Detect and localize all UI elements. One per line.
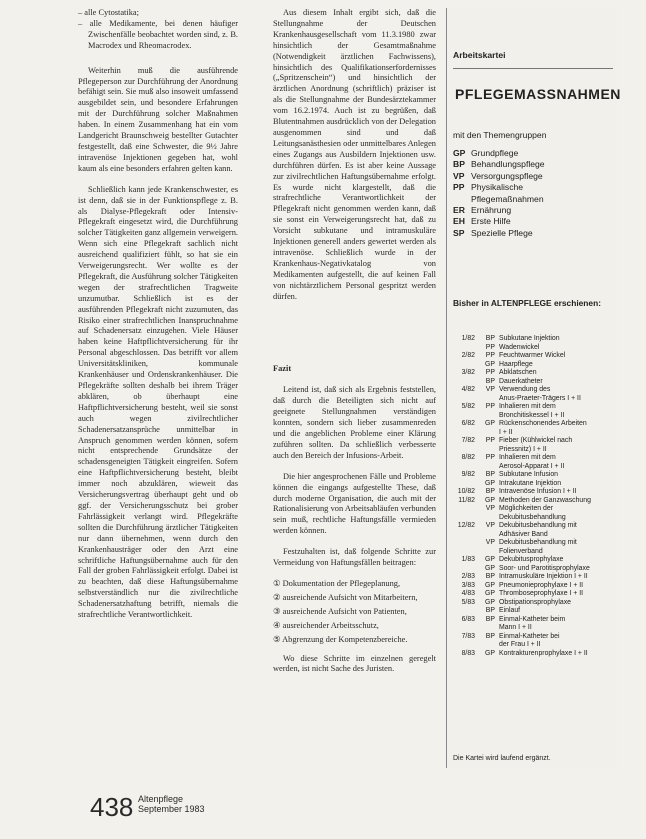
magazine-name: Altenpflege [138,794,184,804]
previously-published-heading: Bisher in ALTENPFLEGE erschienen: [453,298,601,308]
issue-title: Priessnitz) I + II [499,445,547,453]
issue-title: Einmal-Katheter bei [499,632,560,640]
issue-row [453,514,615,523]
issue-row [453,378,615,387]
box-subtitle: mit den Themengruppen [453,130,547,140]
issue-issue [453,395,475,404]
issue-row [453,335,615,344]
issue-issue: 4/82 [461,386,475,393]
sidebar-box-arbeitskartei [446,8,621,768]
topic-code: ER [453,205,465,216]
issue-list [453,335,615,658]
issue-title: Rückenschonendes Arbeiten [499,420,587,427]
issue-code: BP [485,632,495,640]
topic-label: Physikalische [471,182,524,193]
article-column-1 [78,8,238,631]
list-item: ③ ausreichende Aufsicht von Patienten, [273,606,407,616]
issue-title: Möglichkeiten der [499,505,554,512]
issue-code [475,412,495,421]
issue-issue: 10/82 [457,488,475,495]
list-item: – alle Medikamente, bei denen häufiger Zwischenfälle beobachtet worden sind, z. B. Macrodex und Rheomacrodex. [78,18,238,50]
issue-row [453,429,615,438]
issue-issue: 3/83 [461,581,475,589]
issue-title: Thromboseprophylaxe I + II [499,590,584,597]
issue-row [453,505,615,514]
body-paragraph: Leitend ist, daß sich als Ergebnis feststellen, daß durch die Beteiligten sich nicht auf geeignete Stellungnahmen verständigen konnten, sondern sich lieber zusammenreden und die angeblichen Probleme einer Klärung zuführen sollten. Da schließlich verbesserte auch den Bereich der Infusions-Arbeit. [273,385,436,460]
topic-group-row [453,205,613,216]
issue-issue: 7/83 [461,632,475,640]
issue-code [475,463,495,472]
issue-code: PP [485,403,495,410]
numbered-list [273,579,436,646]
topic-label: Pflegemaßnahmen [471,193,544,204]
issue-issue [453,565,475,574]
issue-title: Intrakutane Injektion [499,479,562,487]
issue-code: VP [485,386,495,393]
issue-issue [453,548,475,557]
issue-code: VP [485,522,495,529]
topic-group-row [453,148,613,159]
issue-title: Dekubitusbehandlung [499,513,566,521]
issue-issue [453,505,475,514]
issue-title: Kontrakturenprophylaxe I + II [499,649,588,657]
issue-row [453,539,615,548]
body-paragraph: Schließlich kann jede Krankenschwester, es ist denn, daß sie in der Funktionspflege z. B. als Dialyse-Pflegekraft oder Intensiv-Pflegekraft eingesetzt wird, die Durchführung solcher Tätigkeiten ganz allgemein verweigern. Wenn sich eine Pflegekraft sachlich nicht ausreichend qualifiziert fühlt, so hat sie ein Verweigerungsrecht. Wer wollte es der Pflegekraft, die Ausführung solcher Tätigkeiten wegen der strafrechtlichen Tragweite unzumutbar. Schließlich ist es der ausführenden Pflegekraft nicht zuzumuten, das Risiko einer strafrechtlichen Inanspruchnahme auf Schadenersatz einzugehen. Viele Häuser haben keine Haftpflichtversicherung für ihr Personal abgeschlossen. Das betrifft vor allem Universitätskliniken, kommunale Krankenhäuser und Ordenskrankenhäuser. Die Pflegekräfte sollten deshalb bei ihrem Träger abklären, ob überhaupt eine Haftpflichtversicherung besteht, weil sie sonst auch wegen zivilrechtlicher Schadenersatzansprüche unmittelbar in Anspruch genommen werden können, sofern nicht entsprechende Grundsätze der schadensgeneigten Tätigkeit eingreifen. Sofern eine Haftpflichtversicherung besteht, bleibt immer noch abzuklären, wieweit das Versicherungsvertrag überhaupt geht und ob ggf. der Versicherungsschutz bei grober Fahrlässigkeit verlangt wird. Pflegekräfte sollten die Durchführung ärztlicher Tätigkeiten nur dann übernehmen, wenn durch den Krankenhausträger oder den Arzt eine schriftliche Haftungsübernahme auch für den Fall der groben Fahrlässigkeit erfolgt. Dabei ist zu beachten, daß diese Haftungsübernahme selbstverständlich nur die zivilrechtliche Schadenersatzhaftung betrifft, niemals die strafrechtliche Verantwortlichkeit. [78,184,238,620]
topic-label: Ernährung [471,205,512,216]
list-item: – alle Cytostatika; [78,8,139,17]
issue-issue [453,344,475,353]
issue-code: VP [485,539,495,546]
issue-row [453,437,615,446]
issue-title: Anus-Praeter-Trägers I + II [499,394,581,402]
issue-title: Fieber (Kühlwickel nach [499,437,573,444]
body-paragraph: Die hier angesprochenen Fälle und Probleme können die eingangs aufgestellte These, daß durch moderne Organisation, die auch mit der Rationalisierung von Arbeitsabläufen verbunden sein muß, rechtliche Haftungsfälle vermieden werden können. [273,471,436,536]
issue-row [453,488,615,497]
topic-label: Grundpflege [471,148,519,158]
issue-title: Subkutane Infusion [499,471,558,478]
article-column-2 [273,8,436,685]
issue-issue: 8/83 [461,649,475,657]
issue-row [453,590,615,599]
issue-issue: 6/83 [461,615,475,623]
issue-title: Inhalieren mit dem [499,403,556,410]
topic-code: EH [453,216,465,227]
issue-issue [453,446,475,455]
issue-code: BP [485,335,495,342]
issue-issue [453,624,475,633]
list-item: ⑤ Abgrenzung der Kompetenzbereiche. [273,634,408,644]
topic-label: Behandlungspflege [471,159,545,170]
issue-issue: 12/82 [457,522,475,529]
issue-title: Intramuskuläre Injektion I + II [499,573,588,580]
issue-issue [453,539,475,548]
issue-title: Aerosol-Apparat I + II [499,462,565,470]
issue-code: GP [485,360,495,368]
issue-row [453,582,615,591]
issue-issue [453,531,475,540]
issue-code: PP [485,437,495,444]
list-item: ④ ausreichender Arbeitsschutz, [273,620,379,630]
issue-issue [453,463,475,472]
magazine-info [138,794,258,814]
issue-issue: 3/82 [461,369,475,376]
topic-label: Versorgungspflege [471,170,543,181]
issue-row [453,454,615,463]
issue-code [475,446,495,455]
issue-title: Mann I + II [499,624,532,631]
issue-code: BP [485,615,495,623]
issue-row [453,386,615,395]
section-heading-fazit: Fazit [273,364,292,374]
topic-group-list [453,148,613,239]
issue-code: BP [485,377,495,385]
issue-title: Einlauf [499,607,521,614]
topic-group-row [453,216,613,227]
issue-row [453,641,615,650]
issue-row [453,531,615,540]
topic-code: VP [453,170,465,181]
issue-title: Dauerkatheter [499,377,543,385]
issue-title: Folienverband [499,547,543,555]
issue-code: PP [485,352,495,359]
topic-group-row [453,228,613,239]
topic-group-row [453,159,613,170]
issue-code: GP [485,581,495,589]
issue-code [475,395,495,404]
issue-title: Inhalieren mit dem [499,454,556,461]
issue-code: BP [485,607,495,614]
body-paragraph: Aus diesem Inhalt ergibt sich, daß die Stellungnahme der Deutschen Krankenhausgesellschaft vom 11.3.1980 zwar hinsichtlich der Gesamtmaßnahme (Notwendigkeit ärztlichen Fachwissens), hinsichtlich des Qualifikationserfordernisses („Spritzenschein“) und hinsichtlich der ärztlichen Anordnung (schriftlich) präziser ist als die Stellungnahme der Bundesärztekammer vom 16.2.1974. Auch ist zu begrüßen, daß Blutentnahmen ausdrücklich von der Delegation ausgenommen sind und daß Leitungsanästhesien oder unmittelbares Anlegen eines Zugangs aus Ausbildern Injektionen usw. durchführen dürfen. Es ist aber keine Aussage zur zivilrechtlichen Haftungsübernahme erfolgt. Es wurde nicht klargestellt, daß die strafrechtliche Verantwortlichkeit der Pflegekraft nicht genommen werden kann, daß sie sonst ein Verweigerungsrecht hat, daß zu Vorsicht subkutane und intramuskuläre Injektionen generell anders gewertet werden als intravenöse. Schließlich wurde in der Krankenhaus-Negativkatalog von Medikamenten aufgestellt, die auf keinen Fall von nichtärztlichem Personal gespritzt werden dürfen. [273,8,436,301]
issue-code [475,624,495,633]
issue-issue: 5/82 [461,403,475,410]
issue-code: BP [485,573,495,580]
topic-code [453,194,471,205]
issue-issue [453,480,475,489]
issue-title: I + II [499,428,513,436]
issue-code: GP [485,496,495,504]
issue-row [453,565,615,574]
issue-title: Einmal-Katheter beim [499,615,566,623]
page-number: 438 [90,792,134,822]
issue-row [453,403,615,412]
closing-paragraph: Wo diese Schritte im einzelnen geregelt werden, ist nicht Sache des Juristen. [273,653,436,674]
issue-issue: 11/82 [458,496,475,504]
issue-row [453,344,615,353]
issue-title: Dekubitusprophylaxe [499,556,564,563]
issue-code: GP [485,649,495,657]
issue-title: Abklatschen [499,369,537,376]
issue-code: GP [485,479,495,487]
issue-issue: 2/83 [461,573,475,580]
issue-code [475,548,495,557]
issue-title: Dekubitusbehandlung mit [499,539,577,546]
medication-list [78,8,238,52]
issue-code: VP [485,505,495,512]
body-paragraph: Festzuhalten ist, daß folgende Schritte zur Vermeidung von Haftungsfällen beitragen: [273,547,436,568]
topic-label: Erste Hilfe [471,216,511,227]
issue-title: Bronchitiskessel I + II [499,411,565,419]
issue-code: GP [485,564,495,572]
issue-code [475,641,495,650]
issue-issue: 6/82 [461,420,475,427]
issue-row [453,616,615,625]
issue-code [475,531,495,540]
issue-code: GP [485,556,495,563]
issue-row [453,369,615,378]
issue-issue [453,607,475,616]
issue-row [453,395,615,404]
issue-row [453,522,615,531]
issue-code [475,429,495,438]
issue-code: PP [485,369,495,376]
issue-code: GP [485,590,495,597]
body-paragraph: Weiterhin muß die ausführende Pflegeperson zur Durchführung der Anordnung befähigt sein. Sie muß also insoweit umfassend ausgebildet sein, und besondere Erfahrungen mit der Durchführung solcher Maßnahmen haben. In einem Zusammenhang hat ein vom Landgericht Braunschweig bestellter Gutachter festgestellt, daß eine Schwester, die 9½ Jahre intravenöse Injektionen gegeben hat, wohl kaum als eine besonders erfahren gelten kann. [78,65,238,173]
issue-title: Subkutane Injektion [499,335,560,342]
issue-issue [453,361,475,370]
list-item: ① Dokumentation der Pflegeplanung, [273,578,401,588]
topic-code: BP [453,159,465,170]
topic-code: SP [453,227,465,238]
box-note: Die Kartei wird laufend ergänzt. [453,755,551,762]
issue-code [475,514,495,523]
divider [453,68,613,69]
issue-row [453,480,615,489]
list-item: ② ausreichende Aufsicht von Mitarbeitern, [273,592,418,602]
issue-row [453,599,615,608]
issue-title: Adhäsiver Band [499,530,548,538]
issue-code: PP [485,454,495,461]
issue-row [453,624,615,633]
issue-row [453,650,615,659]
issue-issue [453,378,475,387]
issue-title: Pneumonieprophylaxe I + II [499,581,584,589]
issue-row [453,361,615,370]
issue-title: Soor- und Parotitisprophylaxe [499,564,590,572]
topic-group-row [453,171,613,182]
topic-group-row [453,194,613,205]
issue-issue: 1/82 [461,335,475,342]
issue-title: Wadenwickel [499,343,540,351]
issue-row [453,446,615,455]
issue-title: Dekubitusbehandlung mit [499,522,577,529]
issue-row [453,556,615,565]
issue-issue [453,412,475,421]
issue-row [453,497,615,506]
issue-code: GP [485,598,495,606]
issue-issue: 4/83 [461,590,475,597]
issue-issue [453,514,475,523]
issue-title: Intravenöse Infusion I + II [499,488,577,495]
issue-title: Obstipationsprophylaxe [499,598,572,606]
issue-code: PP [485,343,495,351]
issue-issue: 7/82 [461,437,475,444]
issue-row [453,352,615,361]
issue-row [453,420,615,429]
topic-label: Spezielle Pflege [471,227,533,238]
issue-issue: 1/83 [461,556,475,563]
issue-row [453,607,615,616]
issue-issue [453,429,475,438]
issue-issue: 5/83 [461,598,475,606]
issue-issue: 8/82 [461,454,475,461]
issue-row [453,548,615,557]
topic-code: PP [453,182,465,193]
issue-title: der Frau I + II [499,641,541,648]
issue-row [453,573,615,582]
issue-title: Feuchtwarmer Wickel [499,352,566,359]
issue-issue: 2/82 [461,352,475,359]
issue-issue: 9/82 [461,471,475,478]
issue-title: Verwendung des [499,386,551,393]
box-kicker: Arbeitskartei [453,50,506,60]
topic-code: GP [453,148,466,158]
issue-row [453,463,615,472]
issue-title: Haarpflege [499,360,533,368]
magazine-issue: September 1983 [138,804,205,814]
issue-issue [453,641,475,650]
issue-title: Methoden der Ganzwaschung [499,496,591,504]
issue-code: BP [485,471,495,478]
topic-group-row [453,182,613,193]
issue-row [453,471,615,480]
box-title: PFLEGEMASSNAHMEN [455,86,621,102]
issue-row [453,412,615,421]
issue-row [453,633,615,642]
issue-code: GP [485,420,495,427]
issue-code: BP [485,488,495,495]
